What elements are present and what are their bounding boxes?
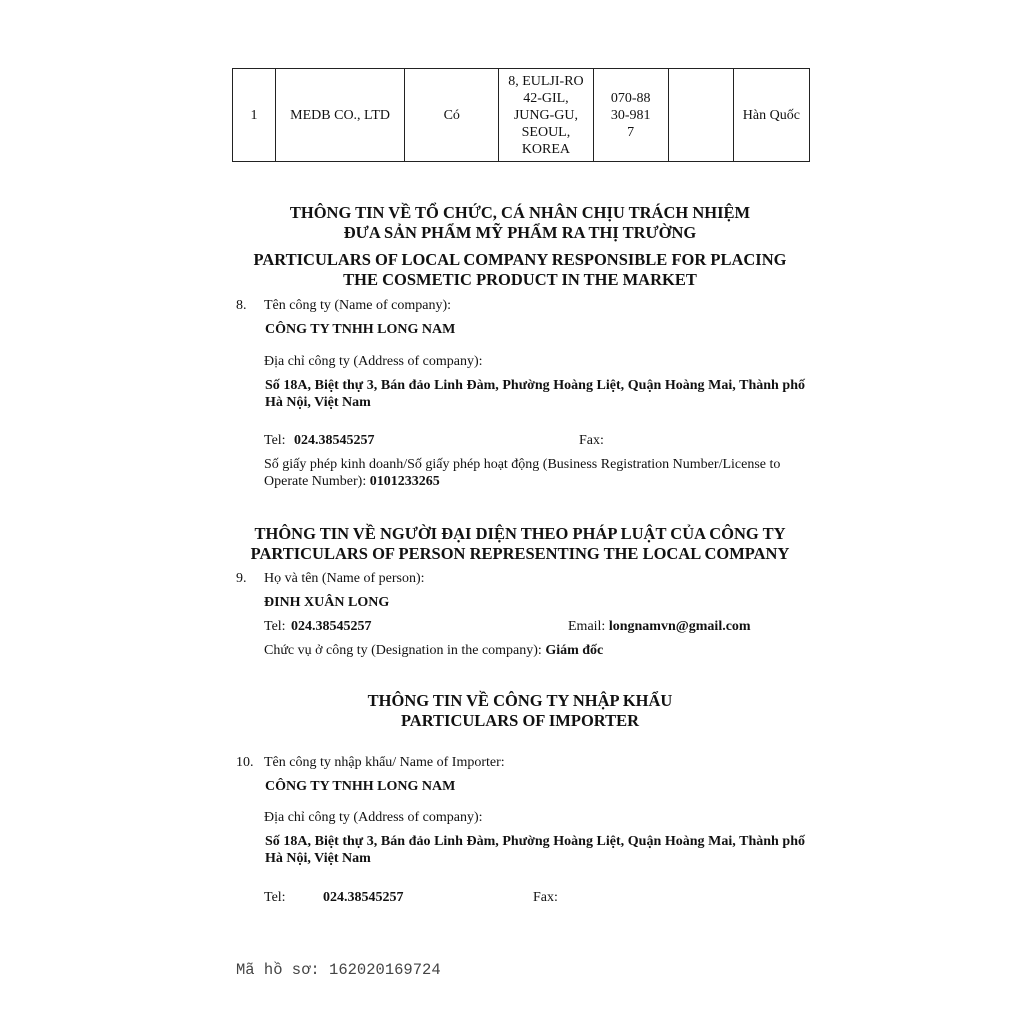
local-title-vi-1: THÔNG TIN VỀ TỔ CHỨC, CÁ NHÂN CHỊU TRÁCH NHIỆM bbox=[289, 203, 751, 222]
person-title-en: PARTICULARS OF PERSON REPRESENTING THE LOCAL COMPANY bbox=[250, 544, 790, 563]
cell-phone bbox=[593, 69, 668, 162]
company-tel-value: 024.38545257 bbox=[294, 433, 375, 448]
cell-no: 1 bbox=[233, 69, 276, 162]
person-name-label: Họ và tên (Name of person): bbox=[264, 571, 425, 586]
importer-fax-label: Fax: bbox=[533, 890, 558, 905]
company-name-value: CÔNG TY TNHH LONG NAM bbox=[265, 322, 456, 337]
company-license bbox=[264, 456, 809, 490]
importer-name-label: Tên công ty nhập khẩu/ Name of Importer: bbox=[264, 755, 505, 770]
company-fax-label: Fax: bbox=[579, 433, 604, 448]
local-title-en-2: THE COSMETIC PRODUCT IN THE MARKET bbox=[343, 270, 697, 289]
cell-phone-text: 070-8830-9817 bbox=[610, 90, 651, 140]
person-designation bbox=[264, 642, 603, 659]
cell-status: Có bbox=[405, 69, 499, 162]
person-tel-label: Tel: bbox=[264, 619, 286, 634]
importer-tel-label: Tel: bbox=[264, 890, 286, 905]
item-number-8: 8. bbox=[236, 298, 247, 313]
person-email-label: Email: bbox=[568, 619, 606, 634]
company-address-label: Địa chỉ công ty (Address of company): bbox=[264, 354, 483, 369]
company-address-value: Số 18A, Biệt thự 3, Bán đảo Linh Đàm, Phường Hoàng Liệt, Quận Hoàng Mai, Thành phố Hà Nội, Việt Nam bbox=[265, 378, 805, 410]
cell-name: MEDB CO., LTD bbox=[275, 69, 404, 162]
importer-address-label: Địa chỉ công ty (Address of company): bbox=[264, 810, 483, 825]
person-email-value: longnamvn@gmail.com bbox=[608, 619, 751, 634]
license-label: Số giấy phép kinh doanh/Số giấy phép hoạt động (Business Registration Number/License to Operate Number): bbox=[264, 457, 781, 489]
license-value: 0101233265 bbox=[369, 474, 440, 489]
cell-country: Hàn Quốc bbox=[733, 69, 809, 162]
importer-address-value: Số 18A, Biệt thự 3, Bán đảo Linh Đàm, Phường Hoàng Liệt, Quận Hoàng Mai, Thành phố Hà Nội, Việt Nam bbox=[265, 834, 805, 866]
local-title-en-1: PARTICULARS OF LOCAL COMPANY RESPONSIBLE FOR PLACING bbox=[253, 250, 787, 269]
company-name-label: Tên công ty (Name of company): bbox=[264, 298, 451, 313]
item-number-10: 10. bbox=[236, 755, 254, 770]
company-tel-label: Tel: bbox=[264, 433, 286, 448]
importer-tel-value: 024.38545257 bbox=[323, 890, 404, 905]
cell-address: 8, EULJI-RO 42-GIL, JUNG-GU, SEOUL, KOREA bbox=[499, 69, 593, 162]
person-name-value: ĐINH XUÂN LONG bbox=[264, 595, 390, 610]
designation-label: Chức vụ ở công ty (Designation in the company): bbox=[264, 643, 542, 658]
item-number-9: 9. bbox=[236, 571, 247, 586]
person-tel-value: 024.38545257 bbox=[291, 619, 372, 634]
table-row bbox=[233, 69, 810, 162]
importer-name-value: CÔNG TY TNHH LONG NAM bbox=[265, 779, 456, 794]
person-title-vi: THÔNG TIN VỀ NGƯỜI ĐẠI DIỆN THEO PHÁP LUẬT CỦA CÔNG TY bbox=[254, 524, 786, 543]
local-title-vi-2: ĐƯA SẢN PHẨM MỸ PHẨM RA THỊ TRƯỜNG bbox=[343, 223, 697, 242]
manufacturer-table bbox=[232, 68, 810, 162]
cell-fax bbox=[668, 69, 733, 162]
importer-title-en: PARTICULARS OF IMPORTER bbox=[400, 711, 640, 730]
file-code: Mã hồ sơ: 162020169724 bbox=[236, 961, 441, 979]
designation-value: Giám đốc bbox=[545, 643, 604, 658]
person-email bbox=[568, 618, 751, 635]
importer-title-vi: THÔNG TIN VỀ CÔNG TY NHẬP KHẨU bbox=[367, 691, 673, 710]
